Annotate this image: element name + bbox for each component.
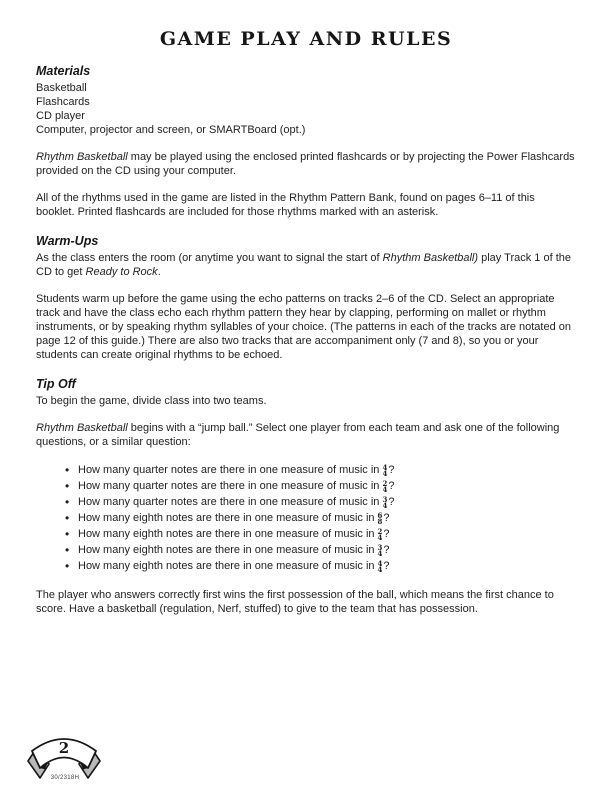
question-suffix: ? [383, 544, 390, 556]
tip-off-heading: Tip Off [36, 377, 76, 391]
materials-list-item: Basketball [36, 82, 87, 94]
italic-text-run: Ready to Rock [85, 266, 158, 278]
catalog-number: 30/2318H [50, 775, 80, 781]
jump-ball-question [36, 558, 576, 574]
materials-heading: Materials [36, 64, 91, 78]
time-signature-top: 3 [382, 494, 388, 504]
question-text: How many quarter notes are there in one measure of music in [78, 464, 380, 476]
materials-list-item: Computer, projector and screen, or SMARTBoard (opt.) [36, 124, 306, 136]
time-signature [382, 480, 387, 493]
time-signature-top: 2 [377, 526, 383, 536]
paragraph-flashcards [36, 150, 576, 178]
page-number-ribbon [26, 724, 102, 782]
time-signature-bottom: 4 [377, 565, 383, 574]
jump-ball-question [36, 542, 576, 558]
time-signature-top: 3 [377, 542, 383, 552]
text-run: begins with a “jump ball.” Select one player from each team and ask one of the following questions, or a similar question: [36, 422, 560, 448]
time-signature [378, 528, 383, 541]
paragraph-jump-ball [36, 421, 576, 449]
jump-ball-question [36, 478, 576, 494]
materials-list-item: Flashcards [36, 96, 90, 108]
time-signature-top: 2 [382, 478, 388, 488]
time-signature-bottom: 4 [382, 501, 388, 510]
materials-list [36, 81, 576, 137]
time-signature-top: 6 [377, 510, 383, 520]
text-run: play Track 1 of the CD to get [36, 252, 571, 278]
italic-text-run: Rhythm Basketball [36, 151, 128, 163]
question-text: How many eighth notes are there in one measure of music in [78, 560, 375, 572]
text-run: As the class enters the room (or anytime you want to signal the start of [36, 252, 383, 264]
paragraph-possession: The player who answers correctly first wins the first possession of the ball, which means the first chance to score. Have a basketball (regulation, Nerf, stuffed) to give to the team that has possession. [36, 589, 554, 615]
question-suffix: ? [383, 560, 390, 572]
time-signature [378, 560, 383, 573]
italic-text-run: Rhythm Basketball) [382, 252, 479, 264]
section-warm-ups [36, 234, 576, 362]
page-title: GAME PLAY AND RULES [159, 28, 453, 50]
time-signature-bottom: 4 [382, 469, 388, 478]
section-tip-off [36, 377, 576, 616]
paragraph-class-enters [36, 251, 576, 279]
question-suffix: ? [388, 480, 395, 492]
jump-ball-question-list [36, 462, 576, 574]
warm-ups-heading: Warm-Ups [36, 234, 99, 248]
question-text: How many eighth notes are there in one measure of music in [78, 544, 375, 556]
paragraph-echo-patterns: Students warm up before the game using the echo patterns on tracks 2–6 of the CD. Select an appropriate track and have the class echo each rhythm pattern they hear by clapping, performing on mallet or rhythm instruments, or by speaking rhythm syllables of your choice. (The patterns in each of the tracks are notated on page 12 of this guide.) There are also two tracks that are accompaniment only (7 and 8), so you or your students can create original rhythms to be echoed. [36, 293, 571, 361]
section-materials [36, 64, 576, 219]
jump-ball-question [36, 462, 576, 478]
question-text: How many eighth notes are there in one measure of music in [78, 528, 375, 540]
jump-ball-question [36, 526, 576, 542]
italic-text-run: Rhythm Basketball [36, 422, 128, 434]
question-text: How many quarter notes are there in one measure of music in [78, 496, 380, 508]
time-signature [378, 544, 383, 557]
question-suffix: ? [383, 512, 390, 524]
question-suffix: ? [383, 528, 390, 540]
time-signature-top: 4 [377, 558, 383, 568]
text-run: . [157, 266, 161, 278]
time-signature [378, 512, 383, 525]
materials-list-item: CD player [36, 110, 85, 122]
question-suffix: ? [388, 464, 395, 476]
paragraph-divide-teams: To begin the game, divide class into two teams. [36, 395, 267, 407]
time-signature-bottom: 4 [377, 533, 383, 542]
time-signature [382, 496, 387, 509]
page-number: 2 [58, 739, 70, 757]
question-text: How many eighth notes are there in one measure of music in [78, 512, 375, 524]
question-suffix: ? [388, 496, 395, 508]
jump-ball-question [36, 494, 576, 510]
time-signature-bottom: 4 [382, 485, 388, 494]
time-signature-bottom: 4 [377, 549, 383, 558]
time-signature-bottom: 8 [377, 517, 383, 526]
time-signature-top: 4 [382, 462, 388, 472]
text-run: may be played using the enclosed printed flashcards or by projecting the Power Flashcards provided on the CD using your computer. [36, 151, 575, 177]
paragraph-rhythm-bank: All of the rhythms used in the game are listed in the Rhythm Pattern Bank, found on pages 6–11 of this booklet. Printed flashcards are included for those rhythms marked with an asterisk. [36, 192, 535, 218]
time-signature [382, 464, 387, 477]
jump-ball-question [36, 510, 576, 526]
question-text: How many quarter notes are there in one measure of music in [78, 480, 380, 492]
